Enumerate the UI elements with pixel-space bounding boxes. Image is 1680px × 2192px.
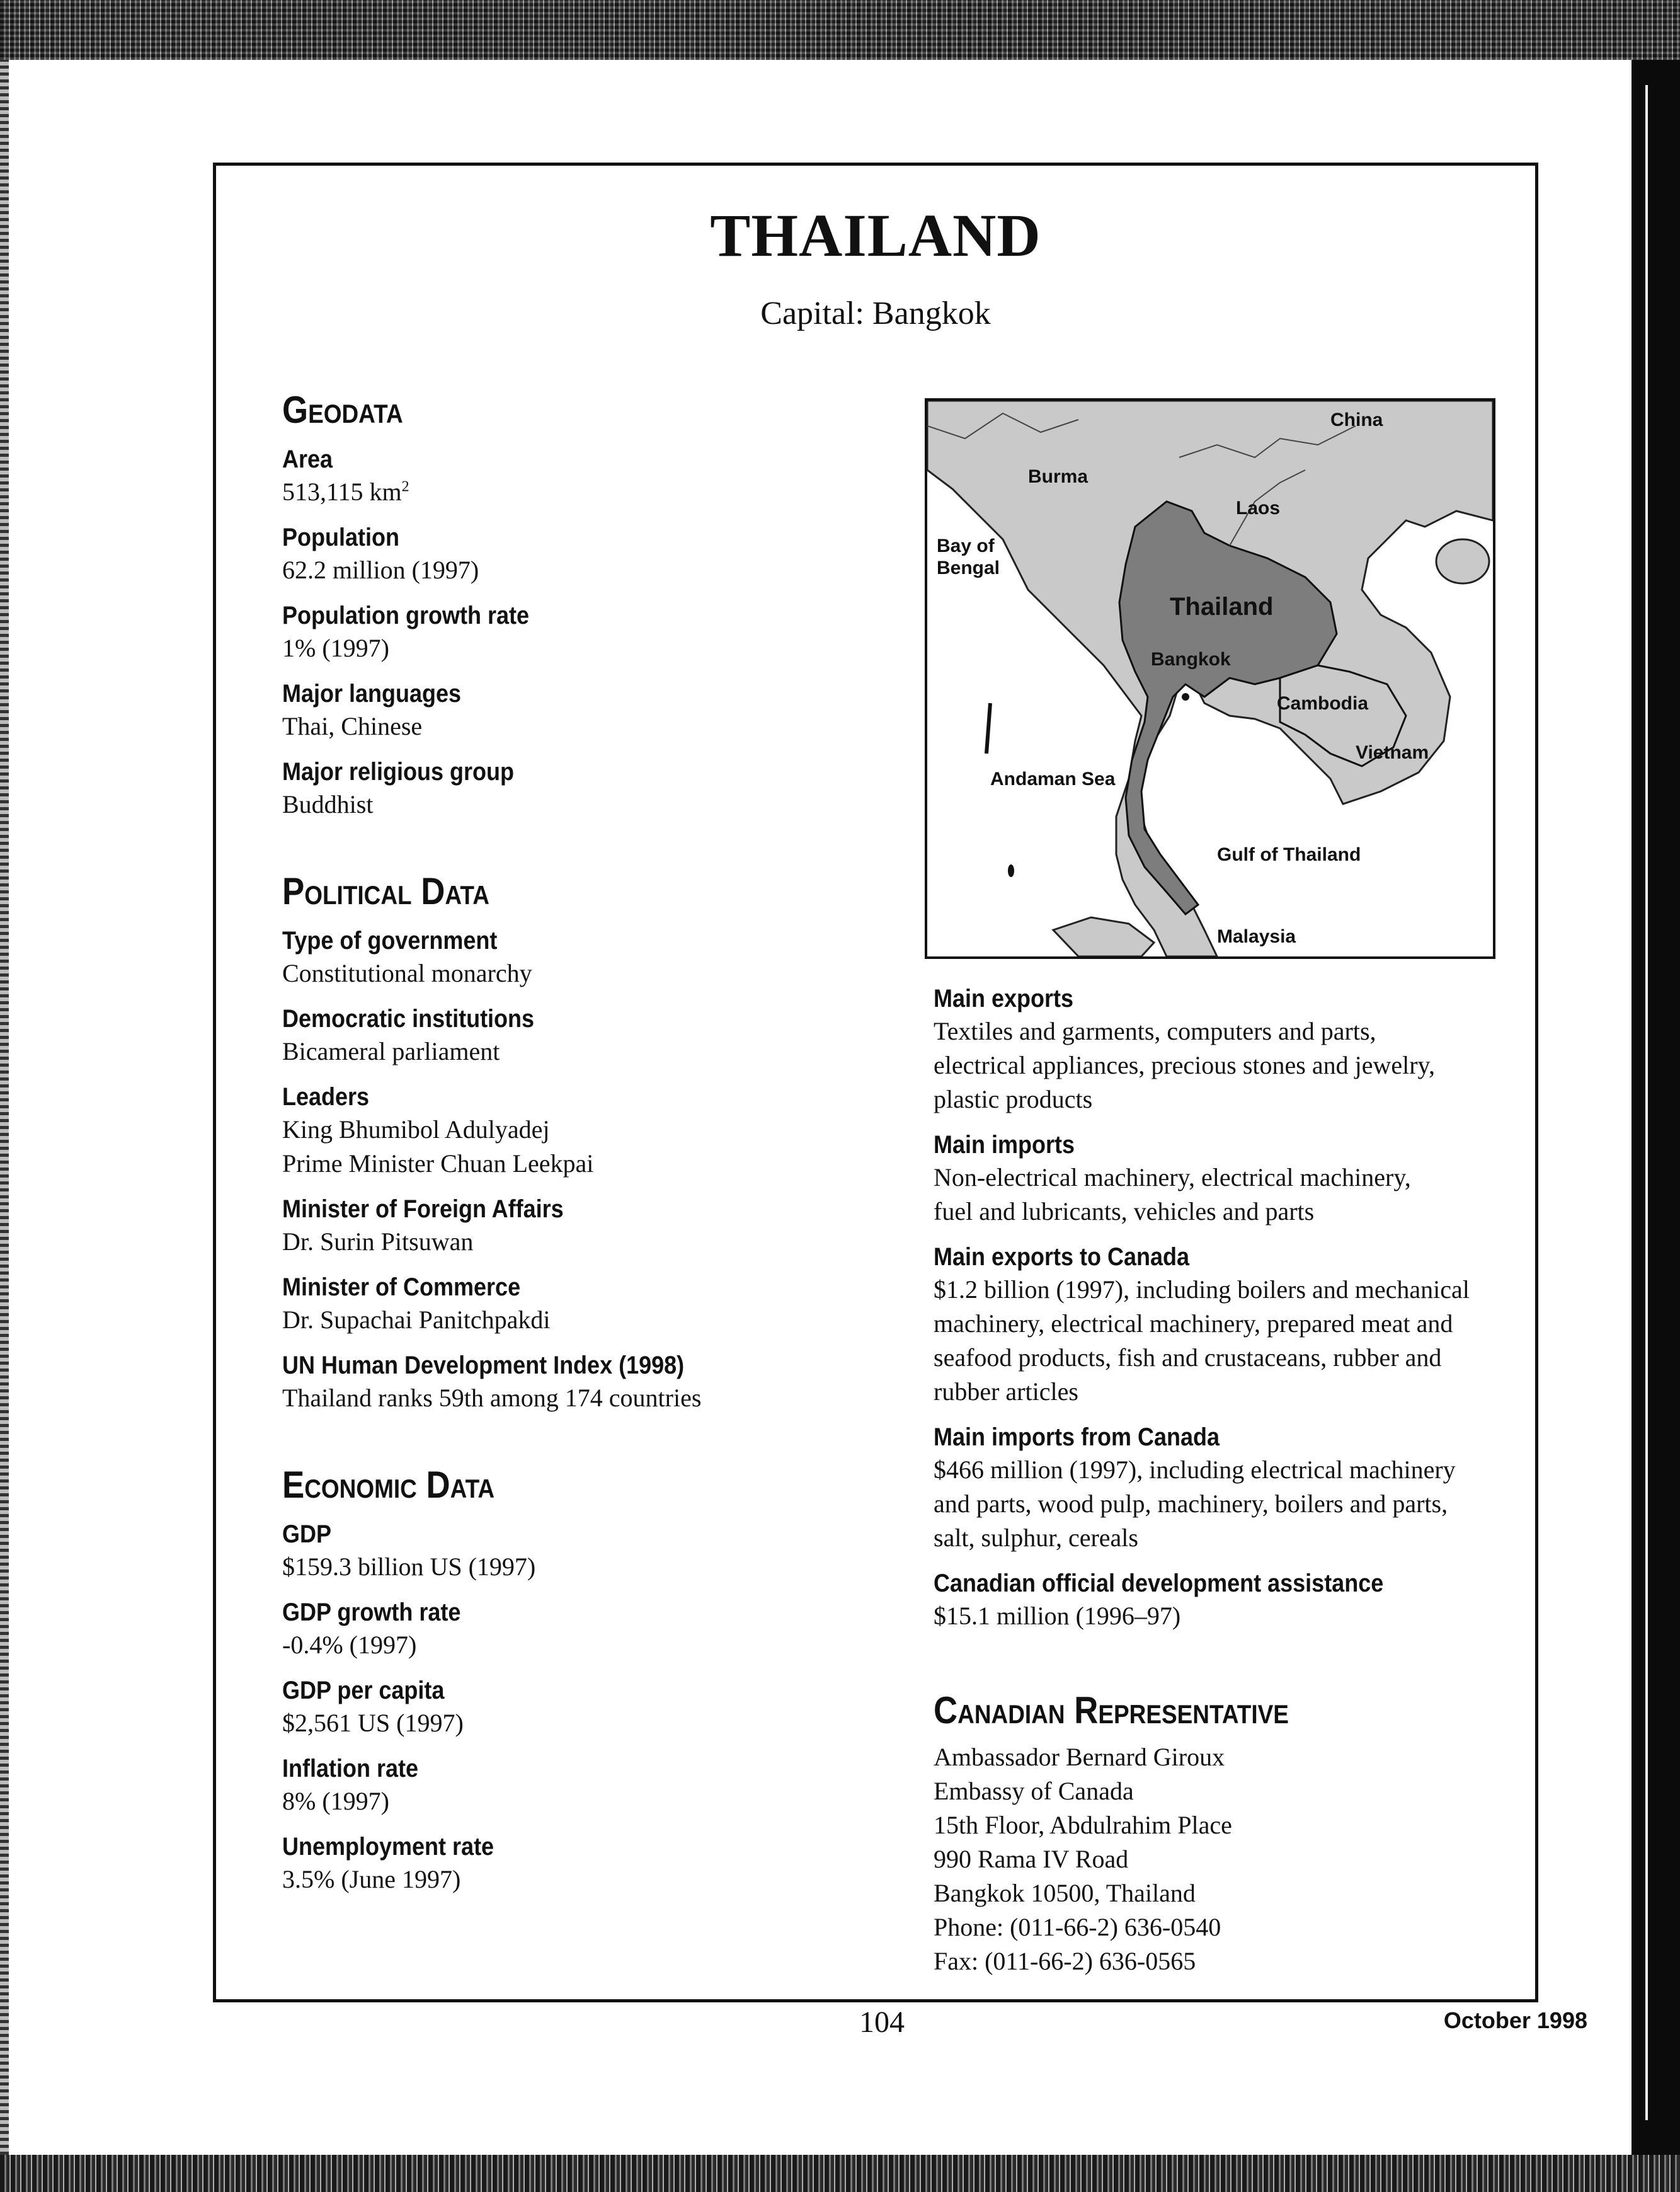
map-label-thailand: Thailand (1170, 593, 1274, 621)
leader-line: King Bhumibol Adulyadej (282, 1115, 550, 1144)
leaders-label: Leaders (282, 1083, 370, 1111)
thailand-map (925, 398, 1495, 959)
imports-value (934, 1161, 1551, 1229)
map-label-bangkok: Bangkok (1151, 649, 1231, 670)
geodata-heading: Geodata (282, 389, 403, 431)
representative-section (934, 1690, 1551, 1978)
exports-label: Main exports (934, 985, 1074, 1013)
unemployment-value: 3.5% (June 1997) (282, 1865, 461, 1893)
imports-from-canada-line: $466 million (1997), including electrical machinery (934, 1455, 1456, 1484)
commerce-minister-value: Dr. Supachai Panitchpakdi (282, 1305, 551, 1334)
religion-label: Major religious group (282, 758, 515, 786)
map-label-burma: Burma (1028, 466, 1089, 487)
scan-border-top (0, 0, 1680, 60)
foreign-minister-label: Minister of Foreign Affairs (282, 1195, 564, 1223)
map-label-china: China (1330, 410, 1383, 430)
capital-subtitle: Capital: Bangkok (760, 296, 991, 331)
imports-line: fuel and lubricants, vehicles and parts (934, 1197, 1315, 1225)
political-section (282, 871, 849, 1415)
languages-label: Major languages (282, 680, 462, 708)
address-line: Ambassador Bernard Giroux (934, 1743, 1225, 1771)
nicobar-island (1008, 864, 1014, 877)
growth-value: 1% (1997) (282, 634, 389, 662)
section-spacer (282, 1415, 849, 1464)
map-label-cambodia: Cambodia (1277, 693, 1369, 714)
page-number: 104 (859, 2006, 905, 2039)
exports-to-canada-label: Main exports to Canada (934, 1243, 1190, 1271)
section-spacer (282, 822, 849, 871)
exports-to-canada-line: machinery, electrical machinery, prepared meat and (934, 1309, 1453, 1338)
imports-line: Non-electrical machinery, electrical machinery, (934, 1163, 1411, 1191)
democratic-value: Bicameral parliament (282, 1037, 500, 1065)
gdp-growth-value: -0.4% (1997) (282, 1631, 417, 1659)
gdp-per-capita-value: $2,561 US (1997) (282, 1709, 464, 1737)
imports-from-canada-label: Main imports from Canada (934, 1423, 1220, 1451)
imports-from-canada-line: salt, sulphur, cereals (934, 1523, 1138, 1552)
hdi-label: UN Human Development Index (1998) (282, 1351, 685, 1379)
left-column (282, 389, 849, 1896)
oda-value: $15.1 million (1996–97) (934, 1602, 1181, 1630)
leaders-value (282, 1113, 849, 1181)
phone-line: Phone: (011-66-2) 636-0540 (934, 1913, 1221, 1941)
area-superscript: 2 (401, 478, 409, 495)
exports-line: plastic products (934, 1085, 1093, 1113)
map-label-andaman: Andaman Sea (990, 769, 1116, 789)
page-title: THAILAND (710, 202, 1041, 269)
exports-line: Textiles and garments, computers and parts, (934, 1017, 1376, 1045)
map-label-laos: Laos (1236, 498, 1281, 519)
representative-heading: Canadian Representative (934, 1689, 1289, 1731)
religion-value: Buddhist (282, 790, 374, 818)
map-label-bay: Bay of (937, 536, 995, 556)
scan-border-bottom (0, 2155, 1680, 2192)
fax-line: Fax: (011-66-2) 636-0565 (934, 1947, 1196, 1975)
foreign-minister-value: Dr. Surin Pitsuwan (282, 1227, 474, 1256)
area-number: 513,115 km (282, 478, 402, 506)
address-line: 990 Rama IV Road (934, 1845, 1129, 1873)
gdp-value: $159.3 billion US (1997) (282, 1552, 536, 1581)
footer-date: October 1998 (1443, 2007, 1587, 2033)
address-line: Bangkok 10500, Thailand (934, 1879, 1196, 1907)
population-label: Population (282, 524, 399, 551)
representative-address (934, 1740, 1551, 1978)
imports-from-canada-line: and parts, wood pulp, machinery, boilers and parts, (934, 1489, 1448, 1518)
scan-border-right (1631, 60, 1680, 2155)
exports-line: electrical appliances, precious stones and jewelry, (934, 1051, 1435, 1079)
exports-to-canada-line: rubber articles (934, 1377, 1078, 1406)
exports-to-canada-line: $1.2 billion (1997), including boilers and mechanical (934, 1275, 1470, 1304)
gdp-per-capita-label: GDP per capita (282, 1677, 445, 1704)
economic-section (282, 1464, 849, 1896)
address-line: Embassy of Canada (934, 1777, 1134, 1805)
map-label-malaysia: Malaysia (1217, 926, 1296, 947)
map-label-vietnam: Vietnam (1356, 742, 1429, 763)
map-label-gulf: Gulf of Thailand (1217, 844, 1361, 865)
map-label-bay: Bengal (937, 558, 1000, 578)
exports-value (934, 1014, 1551, 1116)
unemployment-label: Unemployment rate (282, 1833, 494, 1861)
languages-value: Thai, Chinese (282, 712, 423, 740)
hdi-value: Thailand ranks 59th among 174 countries (282, 1384, 702, 1412)
bangkok-marker (1182, 693, 1189, 701)
political-heading: Political Data (282, 870, 489, 912)
leader-line: Prime Minister Chuan Leekpai (282, 1149, 594, 1178)
economic-heading: Economic Data (282, 1464, 495, 1506)
population-value: 62.2 million (1997) (282, 556, 479, 584)
trade-column (934, 983, 1551, 1633)
geodata-section (282, 389, 849, 822)
exports-to-canada-line: seafood products, fish and crustaceans, rubber and (934, 1343, 1442, 1372)
government-label: Type of government (282, 927, 498, 955)
oda-label: Canadian official development assistance (934, 1569, 1384, 1597)
imports-label: Main imports (934, 1131, 1075, 1159)
area-value (282, 475, 849, 509)
imports-from-canada-value (934, 1453, 1551, 1555)
inflation-label: Inflation rate (282, 1755, 419, 1782)
address-line: 15th Floor, Abdulrahim Place (934, 1811, 1232, 1839)
gdp-label: GDP (282, 1520, 332, 1548)
exports-to-canada-value (934, 1273, 1551, 1409)
scan-border-left (0, 60, 9, 2155)
map-graphic (927, 401, 1493, 956)
area-label: Area (282, 445, 333, 473)
growth-label: Population growth rate (282, 602, 529, 629)
government-value: Constitutional monarchy (282, 959, 532, 987)
inflation-value: 8% (1997) (282, 1787, 389, 1815)
commerce-minister-label: Minister of Commerce (282, 1273, 521, 1301)
hainan-island (1436, 539, 1489, 583)
democratic-label: Democratic institutions (282, 1005, 535, 1033)
gdp-growth-label: GDP growth rate (282, 1598, 461, 1626)
